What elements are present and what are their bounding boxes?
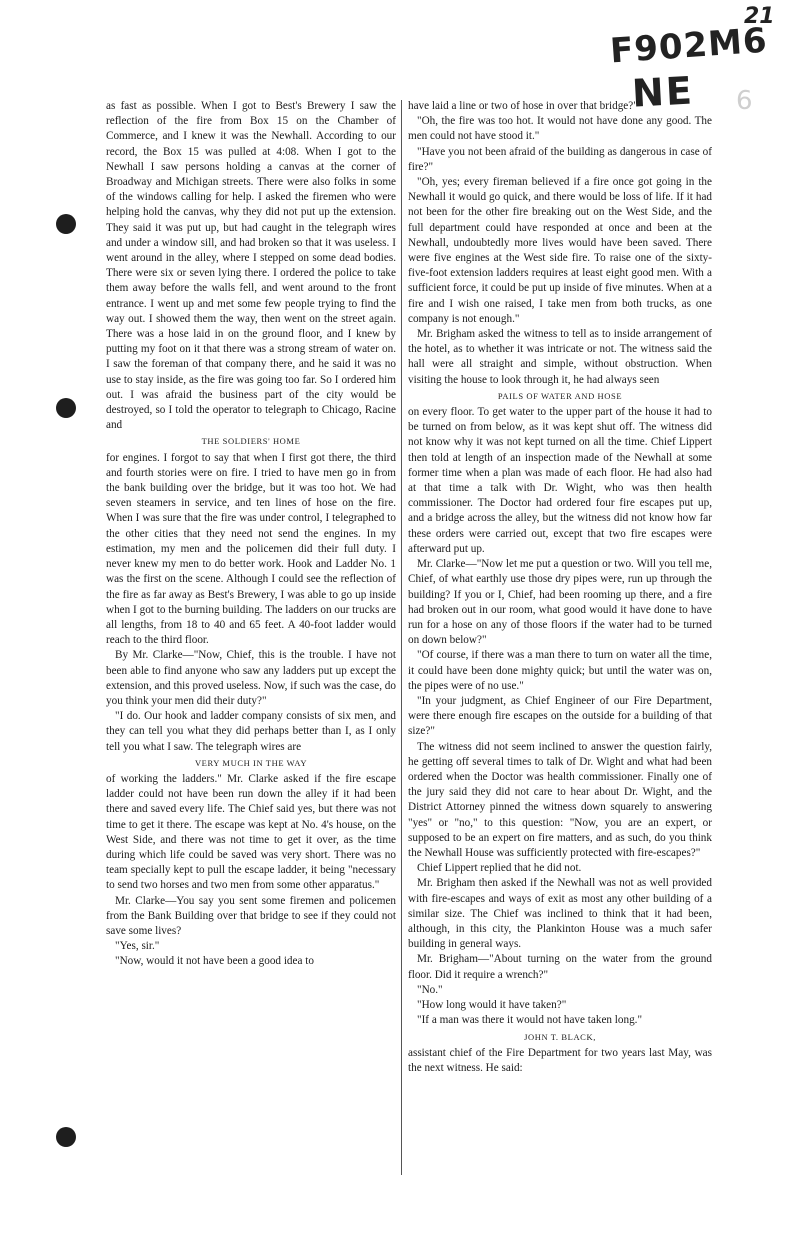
paragraph: Mr. Brigham—"About turning on the water from the ground floor. Did it require a wrench?" <box>408 953 712 981</box>
paragraph: "Oh, the fire was too hot. It would not have done any good. The men could not have stood it." <box>408 115 712 143</box>
paragraph: "Yes, sir." <box>115 940 160 953</box>
section-heading: THE SOLDIERS' HOME <box>201 436 301 447</box>
right-column <box>408 99 712 1076</box>
punch-hole <box>56 398 76 418</box>
paragraph: By Mr. Clarke—"Now, Chief, this is the trouble. I have not been able to find anyone who saw any ladders put up except the extension, and this proved useless. Now, if such was the case, do you think your men did their duty?" <box>106 649 396 707</box>
paragraph: Chief Lippert replied that he did not. <box>417 862 582 875</box>
paragraph: "I do. Our hook and ladder company consists of six men, and they can tell you what they did perhaps better than I, as I only tell you what I saw. The telegraph wires are <box>106 710 396 753</box>
paragraph: Mr. Brigham then asked if the Newhall was not as well provided with fire-escapes and ways of exit as most any other building of a similar size. The Chief was inclined to think that it had been, although, in this city, the Plankinton House was a much safer building in general ways. <box>408 877 712 951</box>
paragraph: Mr. Clarke—"Now let me put a question or two. Will you tell me, Chief, of what earthly use those dry pipes were, run up through the building? If you or I, Chief, had been rooming up there, and a fire had broken out in our room, what good would it have done to have run for a hose on any of those floors if the water had to be turned on down below?" <box>408 558 712 647</box>
faint-pencil-mark: 6 <box>736 86 753 116</box>
paragraph: Mr. Clarke—You say you sent some firemen and policemen from the Bank Building over that bridge to see if they could not save some lives? <box>106 894 396 937</box>
paragraph: The witness did not seem inclined to answer the question fairly, he getting off several times to talk of Dr. Wight and what had been ordered when the Doctor was health commissioner. Finally one of the jury said they did not care to hear about Dr. Wight, and the District Attorney pinned the witness down squarely to answering "yes" or "no," to this question: "Now, you are an expert, or supposed to be an expert on fire matters, and as such, do you think the Newhall House was sufficiently protected with fire-escapes?" <box>408 740 712 859</box>
paragraph: on every floor. To get water to the upper part of the house it had to be turned on from below, as it was kept shut off. The witness did not know why it was not kept turned on all the time. Chief Lippert then told at length of an inspection made of the Newhall at some former time when a plan was made of each floor. He had also had at that time a talk with Dr. Wight, who was then health commissioner. The Doctor had ordered four fire escapes put up, and a bridge across the alley, but the witness did not know how far these orders were carried out, except that two fire escapes were afterward put up. <box>408 406 712 555</box>
paragraph: for engines. I forgot to say that when I first got there, the third and fourth stories were on fire. I tried to have men go in from the bank building over the bridge, but it was too hot. We had seven steamers in service, and ten lines of hose on the fire. When I was sure that the fire was under control, I telegraphed to the other cities that they need not send the engines. In my estimation, my men and the policemen did their full duty. I never knew my men to do better work. Hook and Ladder No. 1 was the first on the scene. Although I could see the reflection of the fire as far away as Best's Brewery, I was able to go up inside when I got to the burning building. The ladders on our trucks are all lengths, from 18 to 40 and 65 feet. A 40-foot ladder would reach to the third floor. <box>106 451 396 647</box>
paragraph: "How long would it have taken?" <box>417 998 567 1011</box>
paragraph: "Of course, if there was a man there to turn on water all the time, it could have been done mighty quick; but until the water was on, the pipes were of no use." <box>408 649 712 692</box>
handwritten-archive-code: F902M6 <box>608 20 769 72</box>
handwritten-page-number: 21 <box>744 4 775 29</box>
section-heading: VERY MUCH IN THE WAY <box>194 757 308 768</box>
witness-name-heading: JOHN T. BLACK, <box>524 1032 596 1043</box>
paragraph: Mr. Brigham asked the witness to tell as to inside arrangement of the hotel, as to whether it was intricate or not. The witness said the hall were all straight and simple, without obstruction. When visiting the house to look through it, he had always seen <box>408 328 712 386</box>
paragraph: of working the ladders." Mr. Clarke asked if the fire escape ladder could not have been run down the alley if it had been there and saved every life. The Chief said yes, but there was not time to get it there. The escape was kept at No. 4's house, on the West Side, and there was not time to get it over, as the time during which life could be saved was very short. There was no team specially kept to pull the escape ladder, it being "necessary to send two horses and two men from some other apparatus." <box>106 772 396 892</box>
paragraph: have laid a line or two of hose in over that bridge?" <box>408 100 638 112</box>
paragraph: "In your judgment, as Chief Engineer of our Fire Department, were there enough fire escapes on the outside for a building of that size?" <box>408 694 712 738</box>
handwritten-archive-code-suffix: NE <box>630 68 695 116</box>
punch-hole <box>56 1127 76 1147</box>
paragraph: as fast as possible. When I got to Best's Brewery I saw the reflection of the fire from Box 15 on the Chamber of Commerce, and I knew it was the Newhall. According to our record, the Box 15 was pulled at 4:08. When I got to the Newhall I saw persons holding a canvas at the corner of Broadway and Michigan streets. There were also folks in some of the windows calling for help. I asked the firemen who were helping hold the canvas, why they did not put up the extension. They said it was put up, but had caught in the telegraph wires and under a window sill, and had broken so that it was useless. I went around in the alley, where I stepped on some dead bodies. There were six or seven lying there. I ordered the police to take them away before the walls fell, and went around to the front entrance. I went up and met some few people trying to find the way out. I showed them the way, then went on the street again. There was a hose laid in on the ground floor, and I knew by putting my foot on it that there was a strong stream of water on. I saw the foreman of that company there, and he said it was no use to stay inside, as the fire was going too far. So I ordered him out. I was afraid the business part of the city would be destroyed, so I told the operator to telegraph to Chicago, Racine and <box>106 100 396 432</box>
section-heading: PAILS OF WATER AND HOSE <box>497 390 623 401</box>
paragraph: "Oh, yes; every fireman believed if a fire once got going in the Newhall it would go quick, and there would be loss of life. If it had not been for the other fire breaking out on the West Side, and the full department could have responded at once and been at the Newhall, undoubtedly more lives would have been saved. There were five engines at the West side fire. To raise one of the sixty-five-foot extension ladders requires at least eight good men. With a sufficient force, it could be put up inside of five minutes. When at a fire and I wish one raised, I take men from both trucks, as one company is not enough." <box>408 176 712 325</box>
paragraph: "Have you not been afraid of the building as dangerous in case of fire?" <box>408 145 712 173</box>
paragraph: "If a man was there it would not have taken long." <box>417 1014 643 1027</box>
paragraph: "Now, would it not have been a good idea to <box>115 955 314 968</box>
column-divider <box>401 100 402 1175</box>
punch-hole <box>56 214 76 234</box>
left-column <box>106 99 396 970</box>
paragraph: assistant chief of the Fire Department for two years last May, was the next witness. He said: <box>408 1046 712 1074</box>
paragraph: "No." <box>417 983 443 996</box>
